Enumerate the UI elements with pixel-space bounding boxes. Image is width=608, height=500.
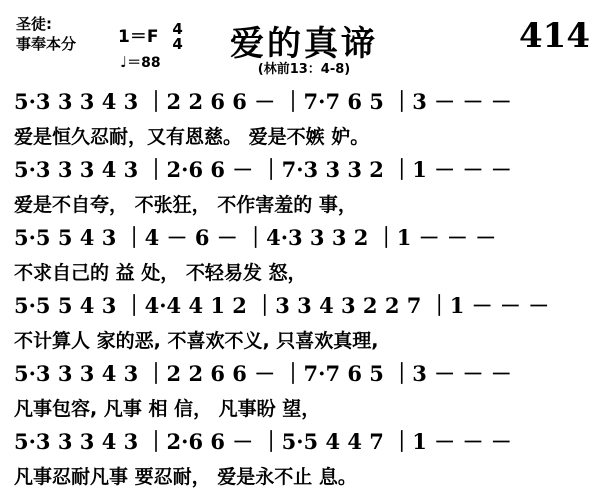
time-signature-numerator: 4 [172,20,183,38]
hymn-number: 414 [519,16,590,56]
lyrics-line: 不求自己的 益 处， 不轻易发 怒， [14,261,307,284]
music-system [0,86,608,154]
music-system [0,290,608,358]
sheet-header [0,0,608,88]
music-system [0,222,608,290]
lyrics-line: 爱是恒久忍耐，又有恩慈。 爱是不嫉 妒。 [14,125,370,148]
scripture-reference: (林前13：4-8) [257,62,351,77]
music-body [0,86,608,494]
lyrics-line: 不计算人 家的恶, 不喜欢不义, 只喜欢真理, [14,329,379,352]
lyrics-line: 凡事包容, 凡事 相 信， 凡事盼 望， [14,397,321,420]
notation-line: 5·5 5 4 3 ｜4·4 4 1 2 ｜3 3 4 3 2 2 7 ｜1 － － － [14,293,550,318]
notation-line: 5·3 3 3 4 3 ｜2·6 6 － ｜5·5 4 4 7 ｜1 － － － [14,429,512,454]
notation-line: 5·5 5 4 3 ｜4 － 6 － ｜4·3 3 3 2 ｜1 － － － [14,225,497,250]
lyrics-line: 爱是不自夸， 不张狂， 不作害羞的 事， [14,193,357,216]
lyrics-line: 凡事忍耐凡事 要忍耐， 爱是永不止 息。 [14,465,357,488]
music-system [0,358,608,426]
notation-line: 5·3 3 3 4 3 ｜2 2 6 6 － ｜7·7 6 5 ｜3 － － － [14,89,512,114]
time-signature-denominator: 4 [172,35,183,53]
notation-line: 5·3 3 3 4 3 ｜2 2 6 6 － ｜7·7 6 5 ｜3 － － － [14,361,512,386]
music-system [0,154,608,222]
category-tag-line2: 事奉本分 [16,35,77,53]
music-system [0,426,608,494]
page-title: 爱的真谛 [230,24,378,64]
tempo-value: ＝88 [127,55,161,71]
notation-line: 5·3 3 3 4 3 ｜2·6 6 － ｜7·3 3 3 2 ｜1 － － － [14,157,512,182]
category-tag-line1: 圣徒: [16,15,52,33]
key-signature: 1＝F [118,27,159,47]
quarter-note-icon: ♩ [120,53,128,71]
